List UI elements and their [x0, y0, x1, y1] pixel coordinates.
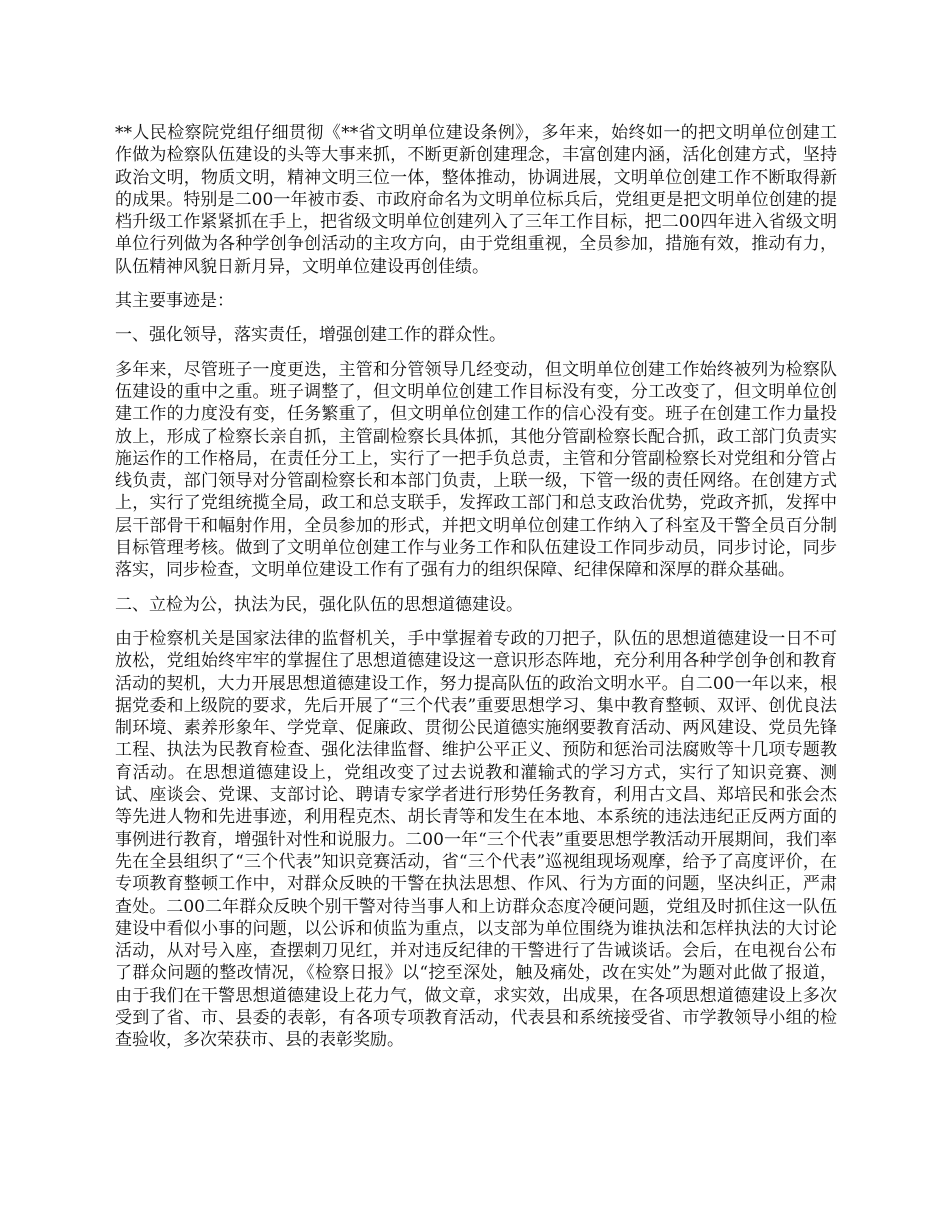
section-body-1: 多年来，尽管班子一度更迭，主管和分管领导几经变动，但文明单位创建工作始终被列为检察队伍建设的重中之重。班子调整了，但文明单位创建工作目标没有变，分工改变了，但文明单位创建工作的力度没有变，任务繁重了，但文明单位创建工作的信心没有变。班子在创建工作力量投放上，形成了检察长亲自抓，主管副检察长具体抓，其他分管副检察长配合抓，政工部门负责实施运作的工作格局，在责任分工上，实行了一把手负总责，主管和分管副检察长对党组和分管占线负责，部门领导对分管副检察长和本部门负责，上联一级，下管一级的责任网络。在创建方式上，实行了党组统揽全局，政工和总支联手，发挥政工部门和总支政治优势，党政齐抓，发挥中层干部骨干和幅射作用，全员参加的形式，并把文明单位创建工作纳入了科室及干警全员百分制目标管理考核。做到了文明单位创建工作与业务工作和队伍建设工作同步动员，同步讨论，同步落实，同步检查，文明单位建设工作有了强有力的组织保障、纪律保障和深厚的群众基础。: [115, 359, 837, 581]
section-heading-1: 一、强化领导，落实责任，增强创建工作的群众性。: [115, 325, 506, 346]
intro-paragraph: **人民检察院党组仔细贯彻《**省文明单位建设条例》，多年来，始终如一的把文明单位创建工作做为检察队伍建设的头等大事来抓，不断更新创建理念，丰富创建内涵，活化创建方式，坚持政治文明，物质文明，精神文明三位一体，整体推动，协调进展，文明单位创建工作不断取得新的成果。特别是二00一年被市委、市政府命名为文明单位标兵后，党组更是把文明单位创建的提档升级工作紧紧抓在手上，把省级文明单位创建列入了三年工作目标，把二00四年进入省级文明单位行列做为各种学创争创活动的主攻方向，由于党组重视，全员参加，措施有效，推动有力，队伍精神风貌日新月异，文明单位建设再创佳绩。: [115, 123, 837, 277]
section-heading-2: 二、立检为公，执法为民，强化队伍的思想道德建设。: [115, 594, 523, 615]
summary-lead: 其主要事迹是：: [115, 291, 234, 312]
section-body-2: 由于检察机关是国家法律的监督机关，手中掌握着专政的刀把子，队伍的思想道德建设一日不可放松，党组始终牢牢的掌握住了思想道德建设这一意识形态阵地，充分利用各种学创争创和教育活动的契机，大力开展思想道德建设工作，努力提高队伍的政治文明水平。自二00一年以来，根据党委和上级院的要求，先后开展了“三个代表”重要思想学习、集中教育整顿、双评、创优良法制环境、素养形象年、学党章、促廉政、贯彻公民道德实施纲要教育活动、两风建设、党员先锋工程、执法为民教育检查、强化法律监督、维护公平正义、预防和惩治司法腐败等十几项专题教育活动。在思想道德建设上，党组改变了过去说教和灌输式的学习方式，实行了知识竞赛、测试、座谈会、党课、支部讨论、聘请专家学者进行形势任务教育，利用古文昌、郑培民和张会杰等先进人物和先进事迹，利用程克杰、胡长青等和发生在本地、本系统的违法违纪正反两方面的事例进行教育，增强针对性和说服力。二00一年“三个代表”重要思想学教活动开展期间，我们率先在全县组织了“三个代表”知识竞赛活动，省“三个代表”巡视组现场观摩，给予了高度评价，在专项教育整顿工作中，对群众反映的干警在执法思想、作风、行为方面的问题，坚决纠正，严肃查处。二00二年群众反映个别干警对待当事人和上访群众态度冷硬问题，党组及时抓住这一队伍建设中看似小事的问题，以公诉和侦监为重点，以支部为单位围绕为谁执法和怎样执法的大讨论活动，从对号入座，查摆刺刀见红，并对违反纪律的干警进行了告诫谈话。会后，在电视台公布了群众问题的整改情况，《检察日报》以“挖至深处，触及痛处，改在实处”为题对此做了报道，由于我们在干警思想道德建设上花力气，做文章，求实效，出成果，在各项思想道德建设上多次受到了省、市、县委的表彰，有各项专项教育活动，代表县和系统接受省、市学教领导小组的检查验收，多次荣获市、县的表彰奖励。: [115, 628, 837, 1051]
document-body: [115, 122, 837, 1064]
